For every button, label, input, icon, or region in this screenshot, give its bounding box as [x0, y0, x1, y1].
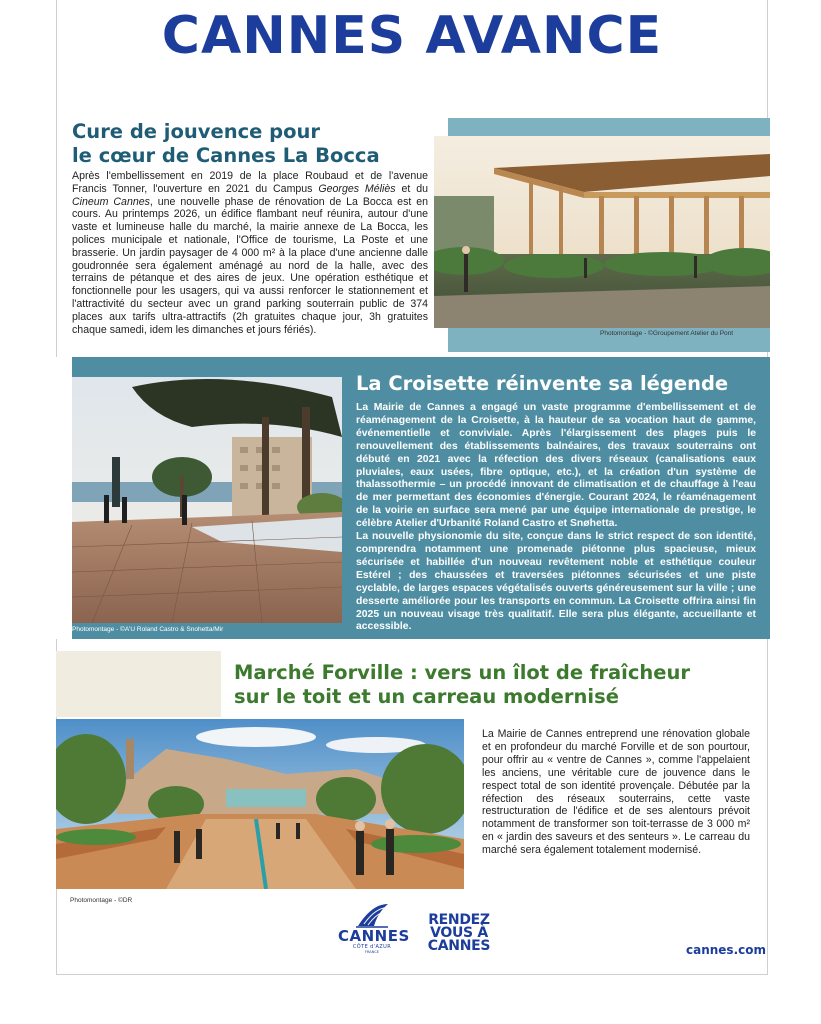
section1-body-text: , une nouvelle phase de rénovation de La Bocca est en cours. Au printemps 2026, un édifice flambant neuf réunira, autour d'une vaste et lumineuse halle du marché, la mairie annexe de La Bocca, les polices municipale et nationale, l'Office de tourisme, La Poste et une brasserie. Un jardin paysager de 4 000 m² à la place d'une ancienne dalle goudronnée sera également aménagé au nord de la halle, avec des terrains de pétanque et des aires de jeux. Une opération esthétique et fonctionnelle pour les usagers, qui va aussi renforcer le stationnement et l'attractivité du secteur avec un grand parking souterrain public de 374 places aux tarifs ultra-attractifs (2h gratuites chaque jour, 3h gratuites chaque samedi, idem les dimanches et jours fériés).	[72, 195, 428, 336]
section3-photo-credit: Photomontage - ©DR	[70, 897, 133, 904]
section1-photo-credit: Photomontage - ©Groupement Atelier du Pont	[600, 330, 734, 337]
section1-title-line2: le cœur de Cannes La Bocca	[72, 144, 380, 167]
page-title: CANNES AVANCE	[161, 6, 663, 66]
section3-color-band	[56, 651, 221, 717]
slogan-line-3: CANNES	[427, 938, 491, 954]
sail-icon	[354, 902, 390, 928]
section1-title-line1: Cure de jouvence pour	[72, 120, 321, 143]
section3-title-line1: Marché Forville : vers un îlot de fraîcheur	[234, 661, 691, 684]
cannes-logo-country: FRANCE	[365, 950, 379, 954]
rendez-vous-a-cannes-logo[interactable]	[422, 914, 496, 953]
slogan-line-1: RENDEZ	[428, 912, 490, 928]
section2-left-margin	[56, 357, 72, 639]
slogan-line-2: VOUS À	[430, 925, 488, 941]
section3-body: La Mairie de Cannes entreprend une rénovation globale et en profondeur du marché Forville et de son pourtour, pour offrir au « ventre de Cannes », comme l'appelaient les anciens, une véritable cure de jouvence dans le respect total de son identité provençale. Débutée par la réfection des réseaux souterrains, cette vaste restructuration de l'édifice et de ses alentours prévoit notamment de transformer son toit-terrasse de 3 000 m² en « jardin des saveurs et des senteurs ». Le carreau du marché sera également totalement modernisé.	[482, 728, 750, 857]
section1-body	[72, 170, 428, 336]
section2-body	[356, 402, 756, 634]
section1-body-text: Après l'embellissement en 2019 de la place Roubaud et de l'avenue Francis Tonner, l'ouverture en 2021 du Campus	[72, 170, 428, 195]
la-bocca-market-hall-photo	[434, 136, 770, 328]
section3-title	[234, 661, 754, 709]
section1-body-emphasis: Georges Méliès	[318, 182, 396, 195]
croisette-promenade-photo	[72, 377, 342, 623]
cannes-logo-word: CANNES	[338, 927, 410, 945]
section2-paragraph-1: La Mairie de Cannes a engagé un vaste programme d'embellissement et de réaménagement de la Croisette, à la hauteur de sa vocation haut de gamme, événementielle et conviviale. Après l'élargissement des plages puis le renouvellement des établissements balnéaires, des travaux souterrains ont débuté en 2021 avec la réfection des divers réseaux (canalisations eaux pluviales, eaux usées, fibre optique, etc.), et la création d'un système de thalassothermie – un procédé innovant de climatisation et de chauffage à l'eau de mer permettant des économies d'énergie. Courant 2024, le réaménagement de la voirie en surface sera mené par une équipe internationale de prestige, le célèbre Atelier d'Urbanité Roland Castro et Snøhetta.	[356, 402, 756, 530]
cannes-logo-subtitle: CÔTE d'AZUR	[352, 944, 392, 950]
section1-body-emphasis: Cineum Cannes	[72, 195, 150, 208]
cannes-logo[interactable]	[338, 902, 410, 954]
section1-body-text: et du	[395, 182, 428, 195]
section2-title: La Croisette réinvente sa légende	[356, 372, 729, 395]
website-link[interactable]: cannes.com	[686, 943, 766, 957]
section2-photo-credit: Photomontage - ©A'U Roland Castro & Snohetta/Mir	[72, 626, 224, 633]
forville-market-photo	[56, 719, 464, 889]
section3-title-line2: sur le toit et un carreau modernisé	[234, 685, 619, 708]
section1-title	[72, 120, 452, 168]
section2-paragraph-2: La nouvelle physionomie du site, conçue dans le strict respect de son identité, comprendra notamment une promenade piétonne plus spacieuse, mieux sécurisée et habillée d'un nouveau revêtement noble et esthétique couleur Estérel ; des chaussées et traversées piétonnes sécurisées et une piste cyclable, de larges espaces végétalisés ouverts généreusement sur la ville ; une desserte améliorée pour les transports en commun. La Croisette offrira ainsi fin 2025 un nouveau visage très qualitatif. Elle sera plus élégante, accueillante et accessible.	[356, 531, 756, 633]
